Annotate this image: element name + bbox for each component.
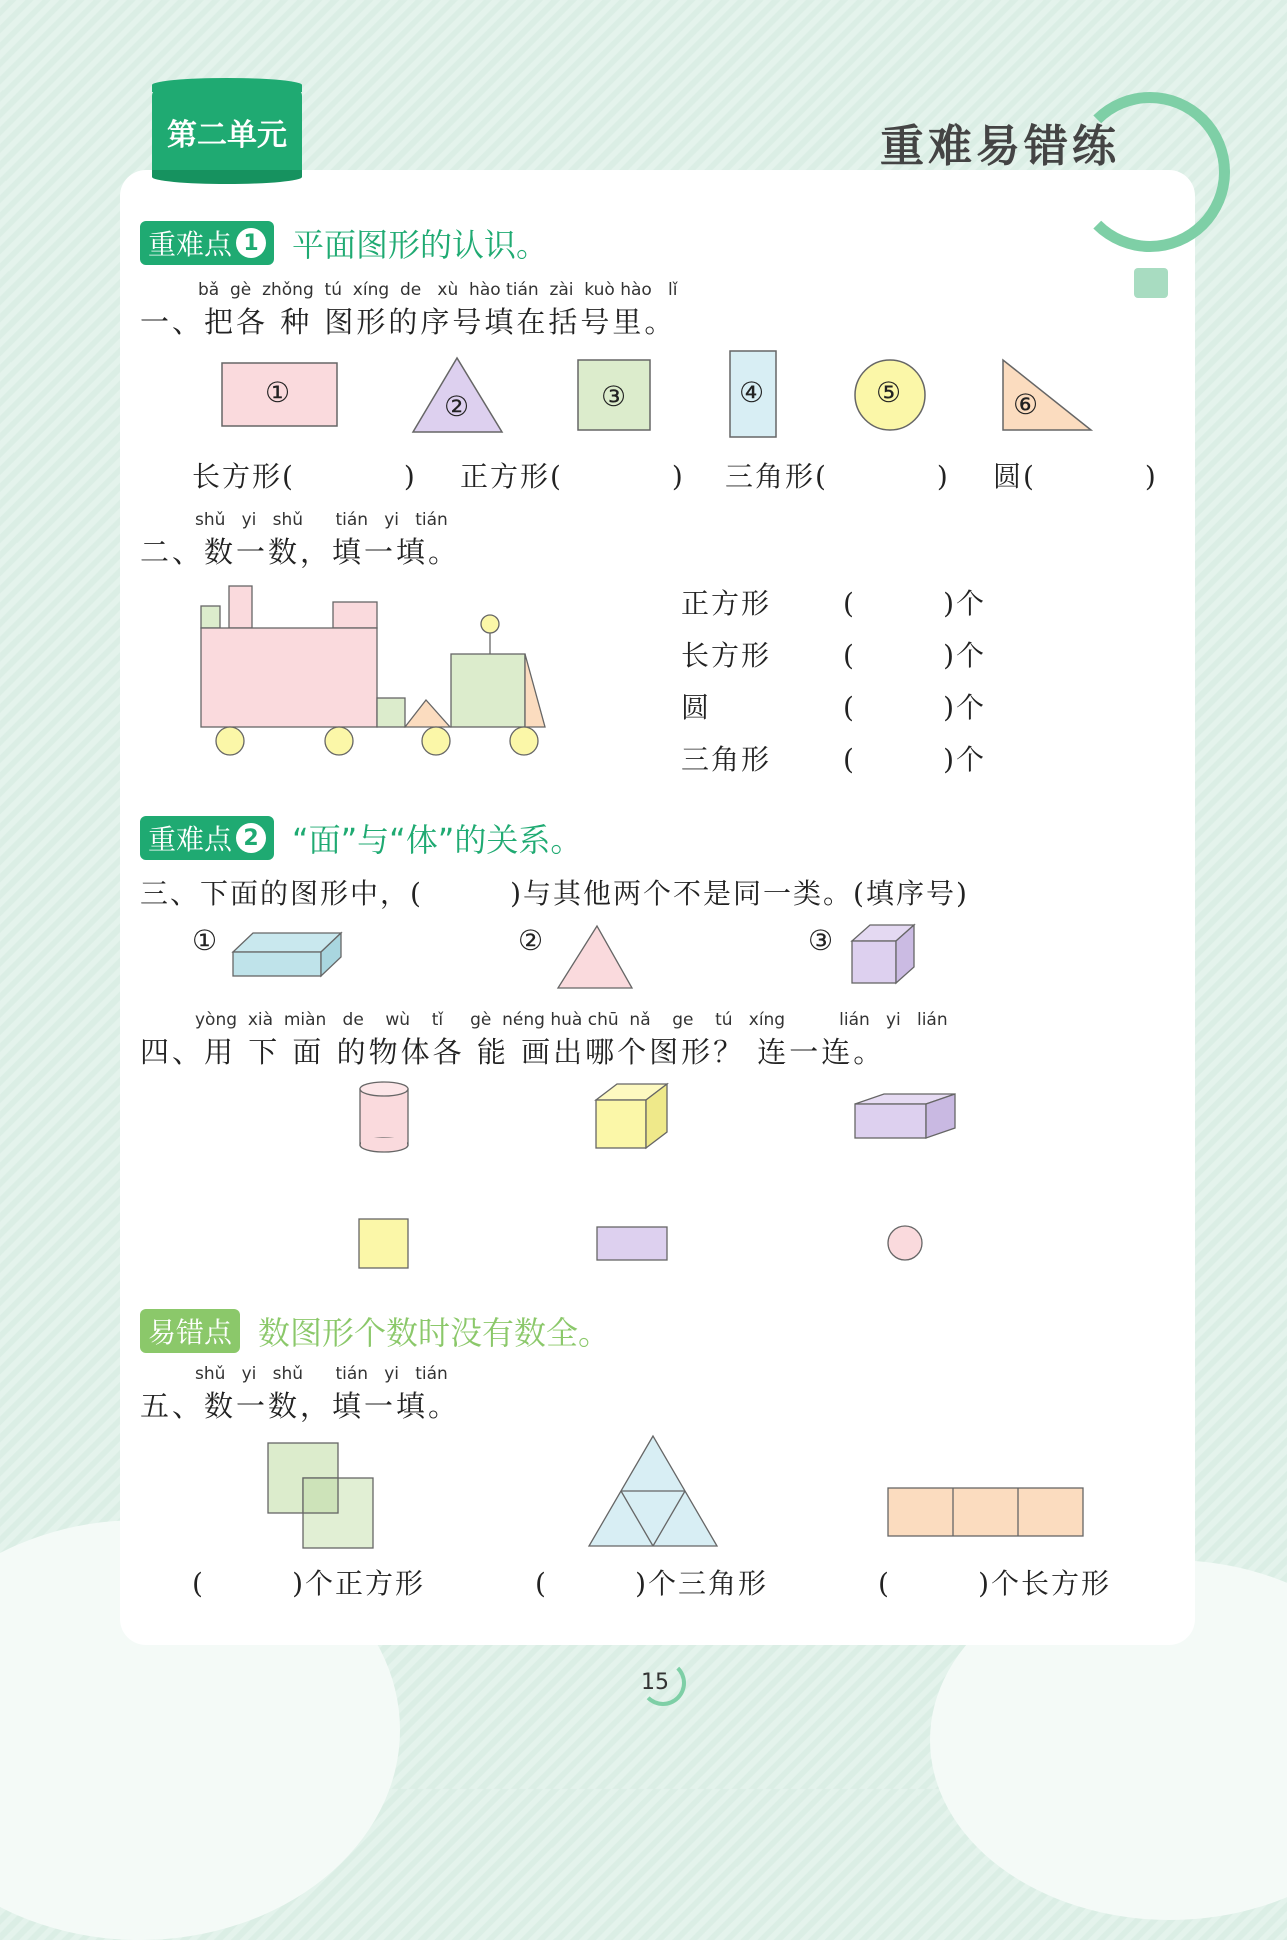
- shape-label-4: ④: [739, 376, 765, 409]
- point-2-title: “面”与“体”的关系。: [292, 821, 583, 859]
- q5-answer-triangles[interactable]: ( )个三角形: [535, 1567, 769, 1600]
- q4-pinyin: yòng xià miàn de wù tǐ gè néng huà chū nǎ ge tú xíng lián yi lián: [195, 1010, 948, 1030]
- overlapping-squares-figure: [268, 1443, 373, 1548]
- page-number: 15: [641, 1670, 669, 1695]
- q2-row-rectangle-label: 长方形: [681, 639, 772, 672]
- shape-label-3: ③: [601, 380, 627, 413]
- q2-row-square-blank[interactable]: ( )个: [843, 587, 987, 620]
- q1-pinyin: bǎ gè zhǒng tú xíng de xù hào tián zài kuò hào lǐ: [198, 280, 678, 300]
- q2-row-circle-blank[interactable]: ( )个: [843, 691, 987, 724]
- answer-rectangle[interactable]: 长方形( ): [192, 460, 417, 493]
- q2-pinyin: shǔ yi shǔ tián yi tián: [195, 510, 448, 530]
- point-1-title: 平面图形的认识。: [292, 226, 549, 264]
- answer-triangle[interactable]: 三角形( ): [725, 460, 950, 493]
- q3-label-3: ③: [808, 924, 834, 957]
- point-3-badge: 易错点: [140, 1309, 240, 1353]
- shape-label-2: ②: [444, 390, 470, 423]
- shape-label-5: ⑤: [876, 376, 902, 409]
- q2-text: 二、数一数，填一填。: [140, 535, 461, 569]
- q2-row-square-label: 正方形: [681, 587, 772, 620]
- q5-answer-squares[interactable]: ( )个正方形: [192, 1567, 426, 1600]
- q3-label-2: ②: [518, 924, 544, 957]
- q1-text: 一、把各 种 图形的序号填在括号里。: [140, 305, 677, 339]
- answer-circle[interactable]: 圆( ): [993, 460, 1158, 493]
- shape-label-1: ①: [265, 376, 291, 409]
- q2-row-circle-label: 圆: [681, 691, 712, 724]
- shape-label-6: ⑥: [1013, 388, 1039, 421]
- q5-pinyin: shǔ yi shǔ tián yi tián: [195, 1364, 448, 1384]
- q2-row-triangle-blank[interactable]: ( )个: [843, 743, 987, 776]
- q2-row-rectangle-blank[interactable]: ( )个: [843, 639, 987, 672]
- page-title: 重难易错练: [880, 121, 1120, 172]
- point-3-title: 数图形个数时没有数全。: [258, 1314, 611, 1352]
- answer-square[interactable]: 正方形( ): [460, 460, 685, 493]
- badge-number: 1: [236, 228, 266, 258]
- triangle-figure: [589, 1436, 717, 1546]
- rectangles-figure: [888, 1488, 1083, 1536]
- q5-answer-rectangles[interactable]: ( )个长方形: [878, 1567, 1112, 1600]
- q5-text: 五、数一数，填一填。: [140, 1389, 461, 1423]
- q2-row-triangle-label: 三角形: [681, 743, 772, 776]
- badge-number: 2: [236, 823, 266, 853]
- q3-text: 三、下面的图形中，( )与其他两个不是同一类。(填序号): [140, 877, 969, 910]
- unit-label: 第二单元: [167, 118, 287, 153]
- q3-label-1: ①: [192, 924, 218, 957]
- badge-label: 重难点: [148, 228, 233, 261]
- badge-label: 重难点: [148, 823, 233, 856]
- q4-text: 四、用 下 面 的物体各 能 画出哪个图形？ 连一连。: [140, 1035, 886, 1069]
